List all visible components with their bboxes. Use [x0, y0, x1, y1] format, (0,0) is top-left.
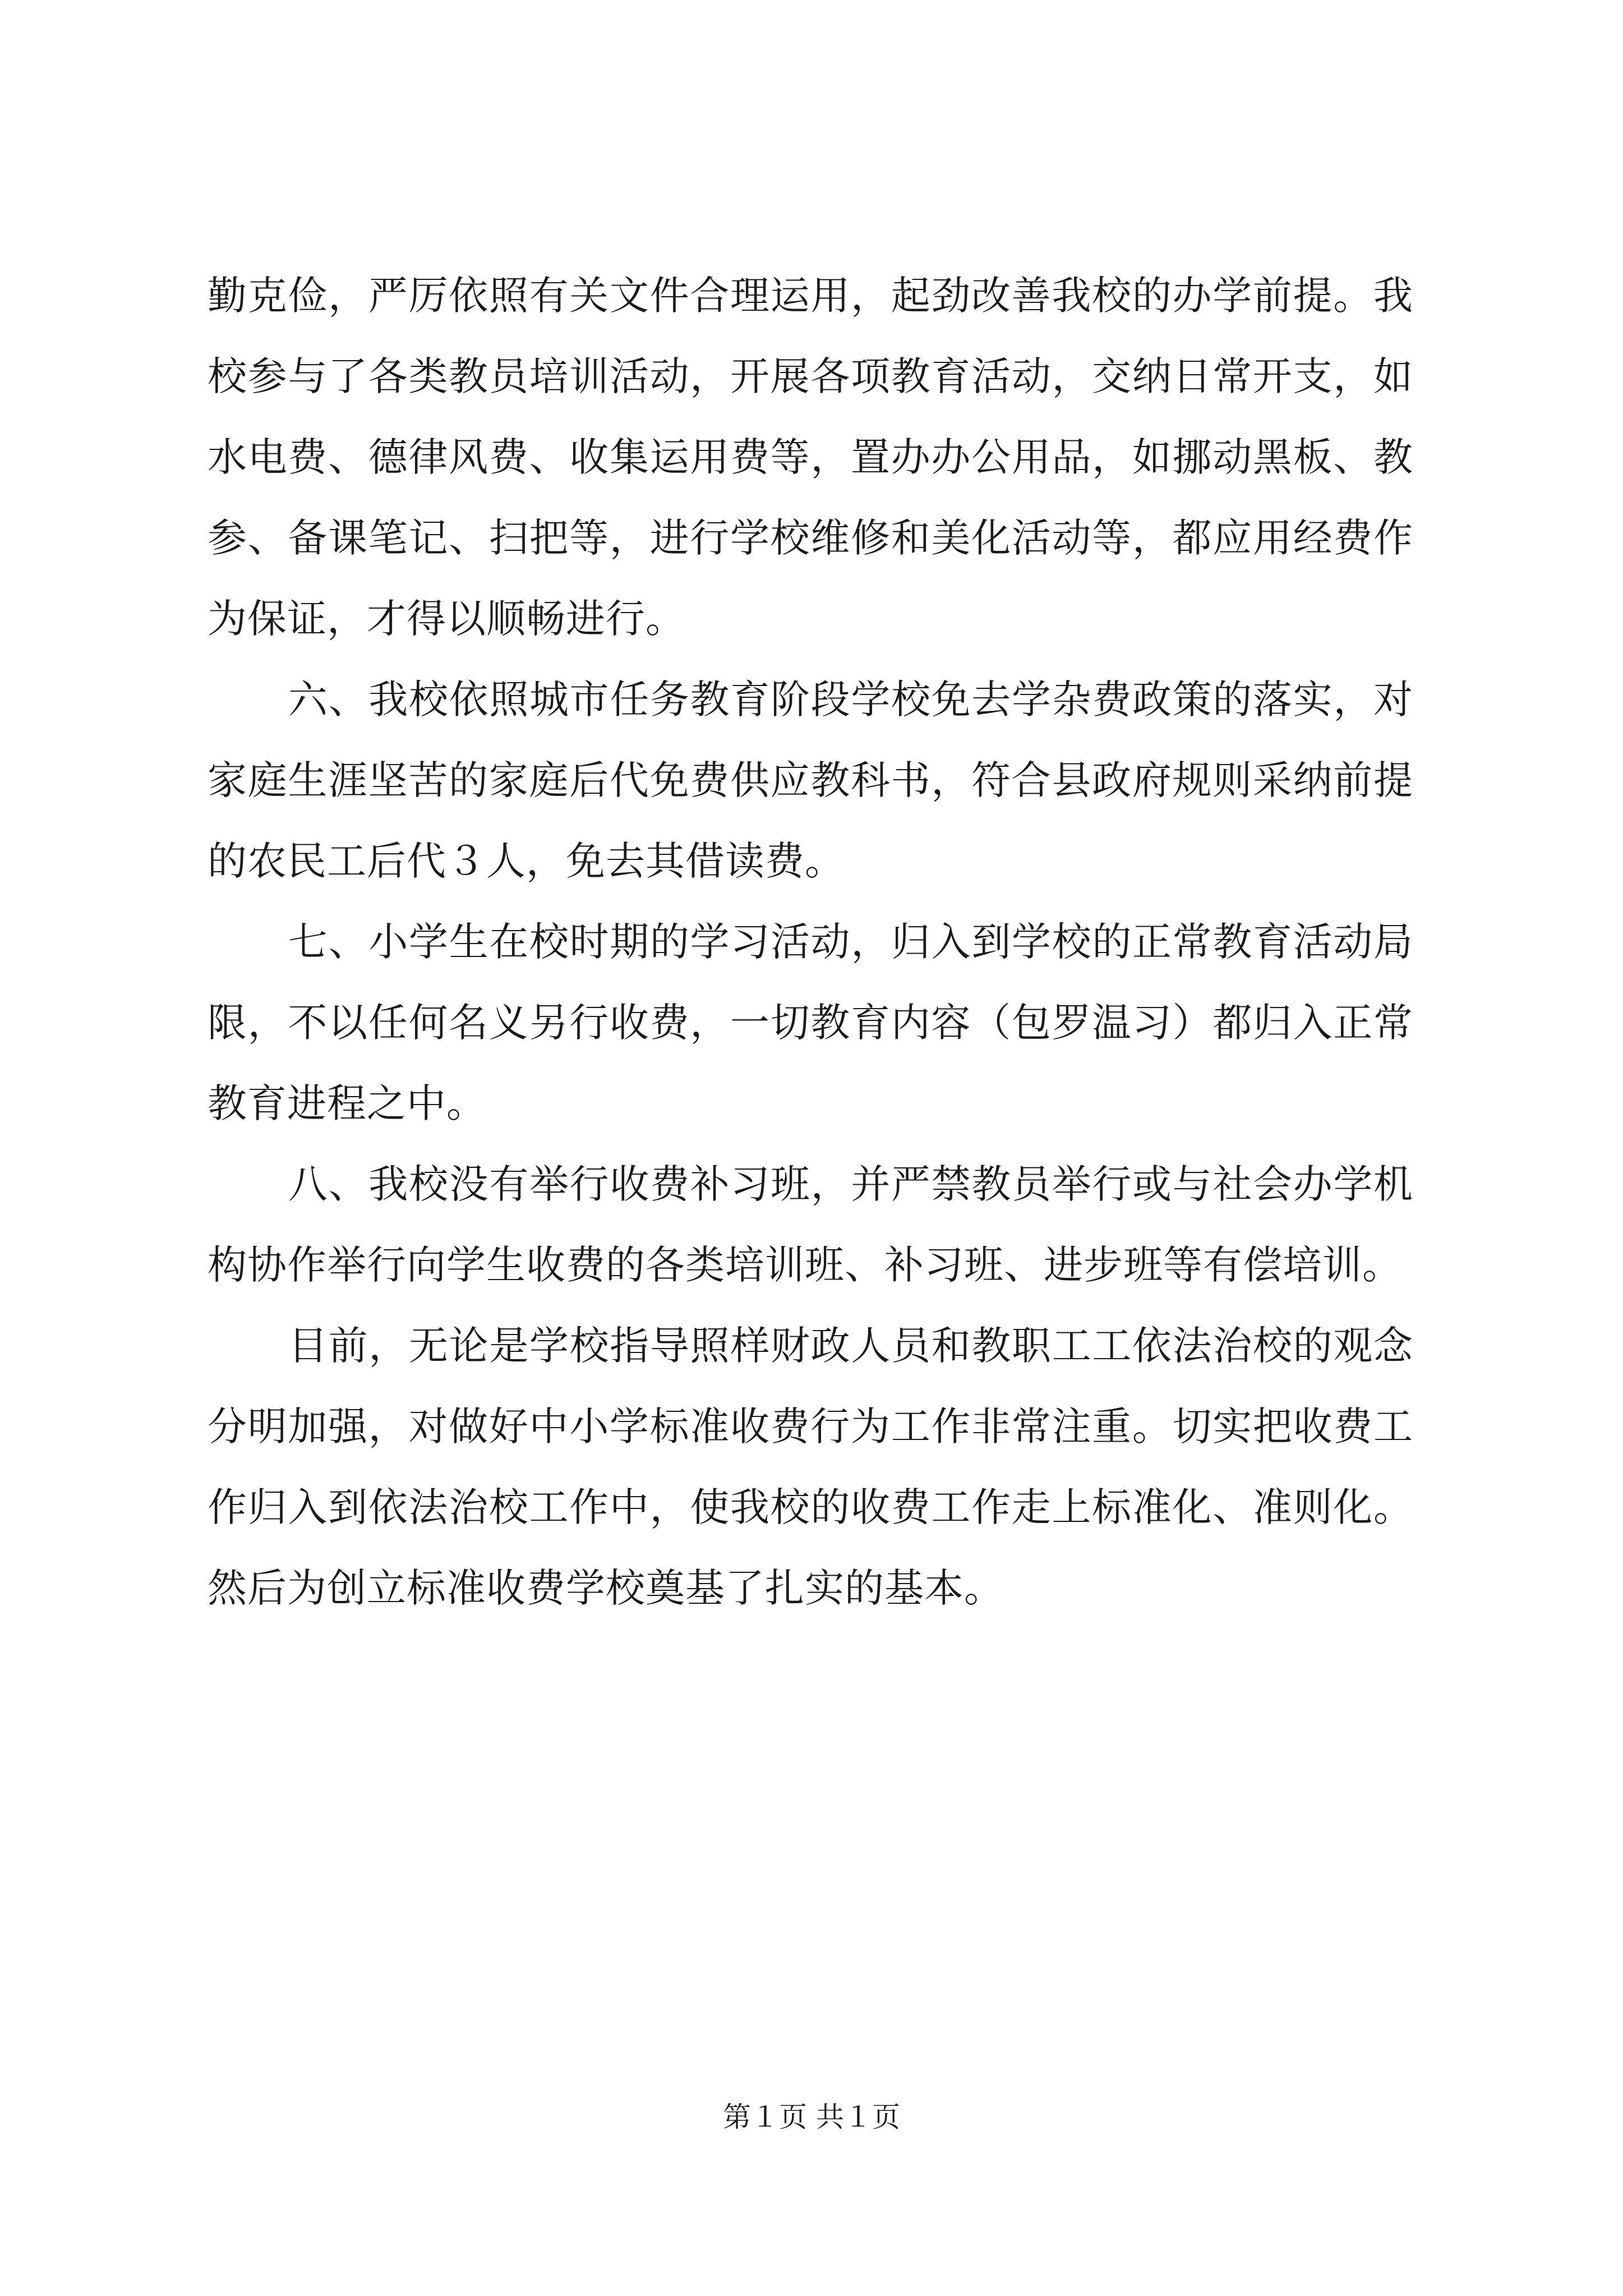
paragraph-section-7: 七、小学生在校时期的学习活动，归入到学校的正常教育活动局限，不以任何名义另行收费，一切教育内容（包罗温习）都归入正常教育进程之中。: [208, 919, 1413, 1126]
paragraph-section-8: 八、我校没有举行收费补习班，并严禁教员举行或与社会办学机构协作举行向学生收费的各类培训班、补习班、进步班等有偿培训。: [208, 1161, 1413, 1288]
paragraph-continued: 勤克俭，严厉依照有关文件合理运用，起劲改善我校的办学前提。我校参与了各类教员培训活动，开展各项教育活动，交纳日常开支，如水电费、德律风费、收集运用费等，置办办公用品，如挪动黑板、教参、备课笔记、扫把等，进行学校维修和美化活动等，都应用经费作为保证，才得以顺畅进行。: [208, 273, 1413, 642]
document-body: [208, 255, 1413, 1628]
page-number-footer: 第１页 共１页: [723, 2101, 900, 2133]
paragraph-section-6: 六、我校依照城市任务教育阶段学校免去学杂费政策的落实，对家庭生涯坚苦的家庭后代免费供应教科书，符合县政府规则采纳前提的农民工后代３人，免去其借读费。: [208, 677, 1413, 884]
paragraph-conclusion: 目前，无论是学校指导照样财政人员和教职工工依法治校的观念分明加强，对做好中小学标准收费行为工作非常注重。切实把收费工作归入到依法治校工作中，使我校的收费工作走上标准化、准则化。然后为创立标准收费学校奠基了扎实的基本。: [208, 1323, 1413, 1611]
